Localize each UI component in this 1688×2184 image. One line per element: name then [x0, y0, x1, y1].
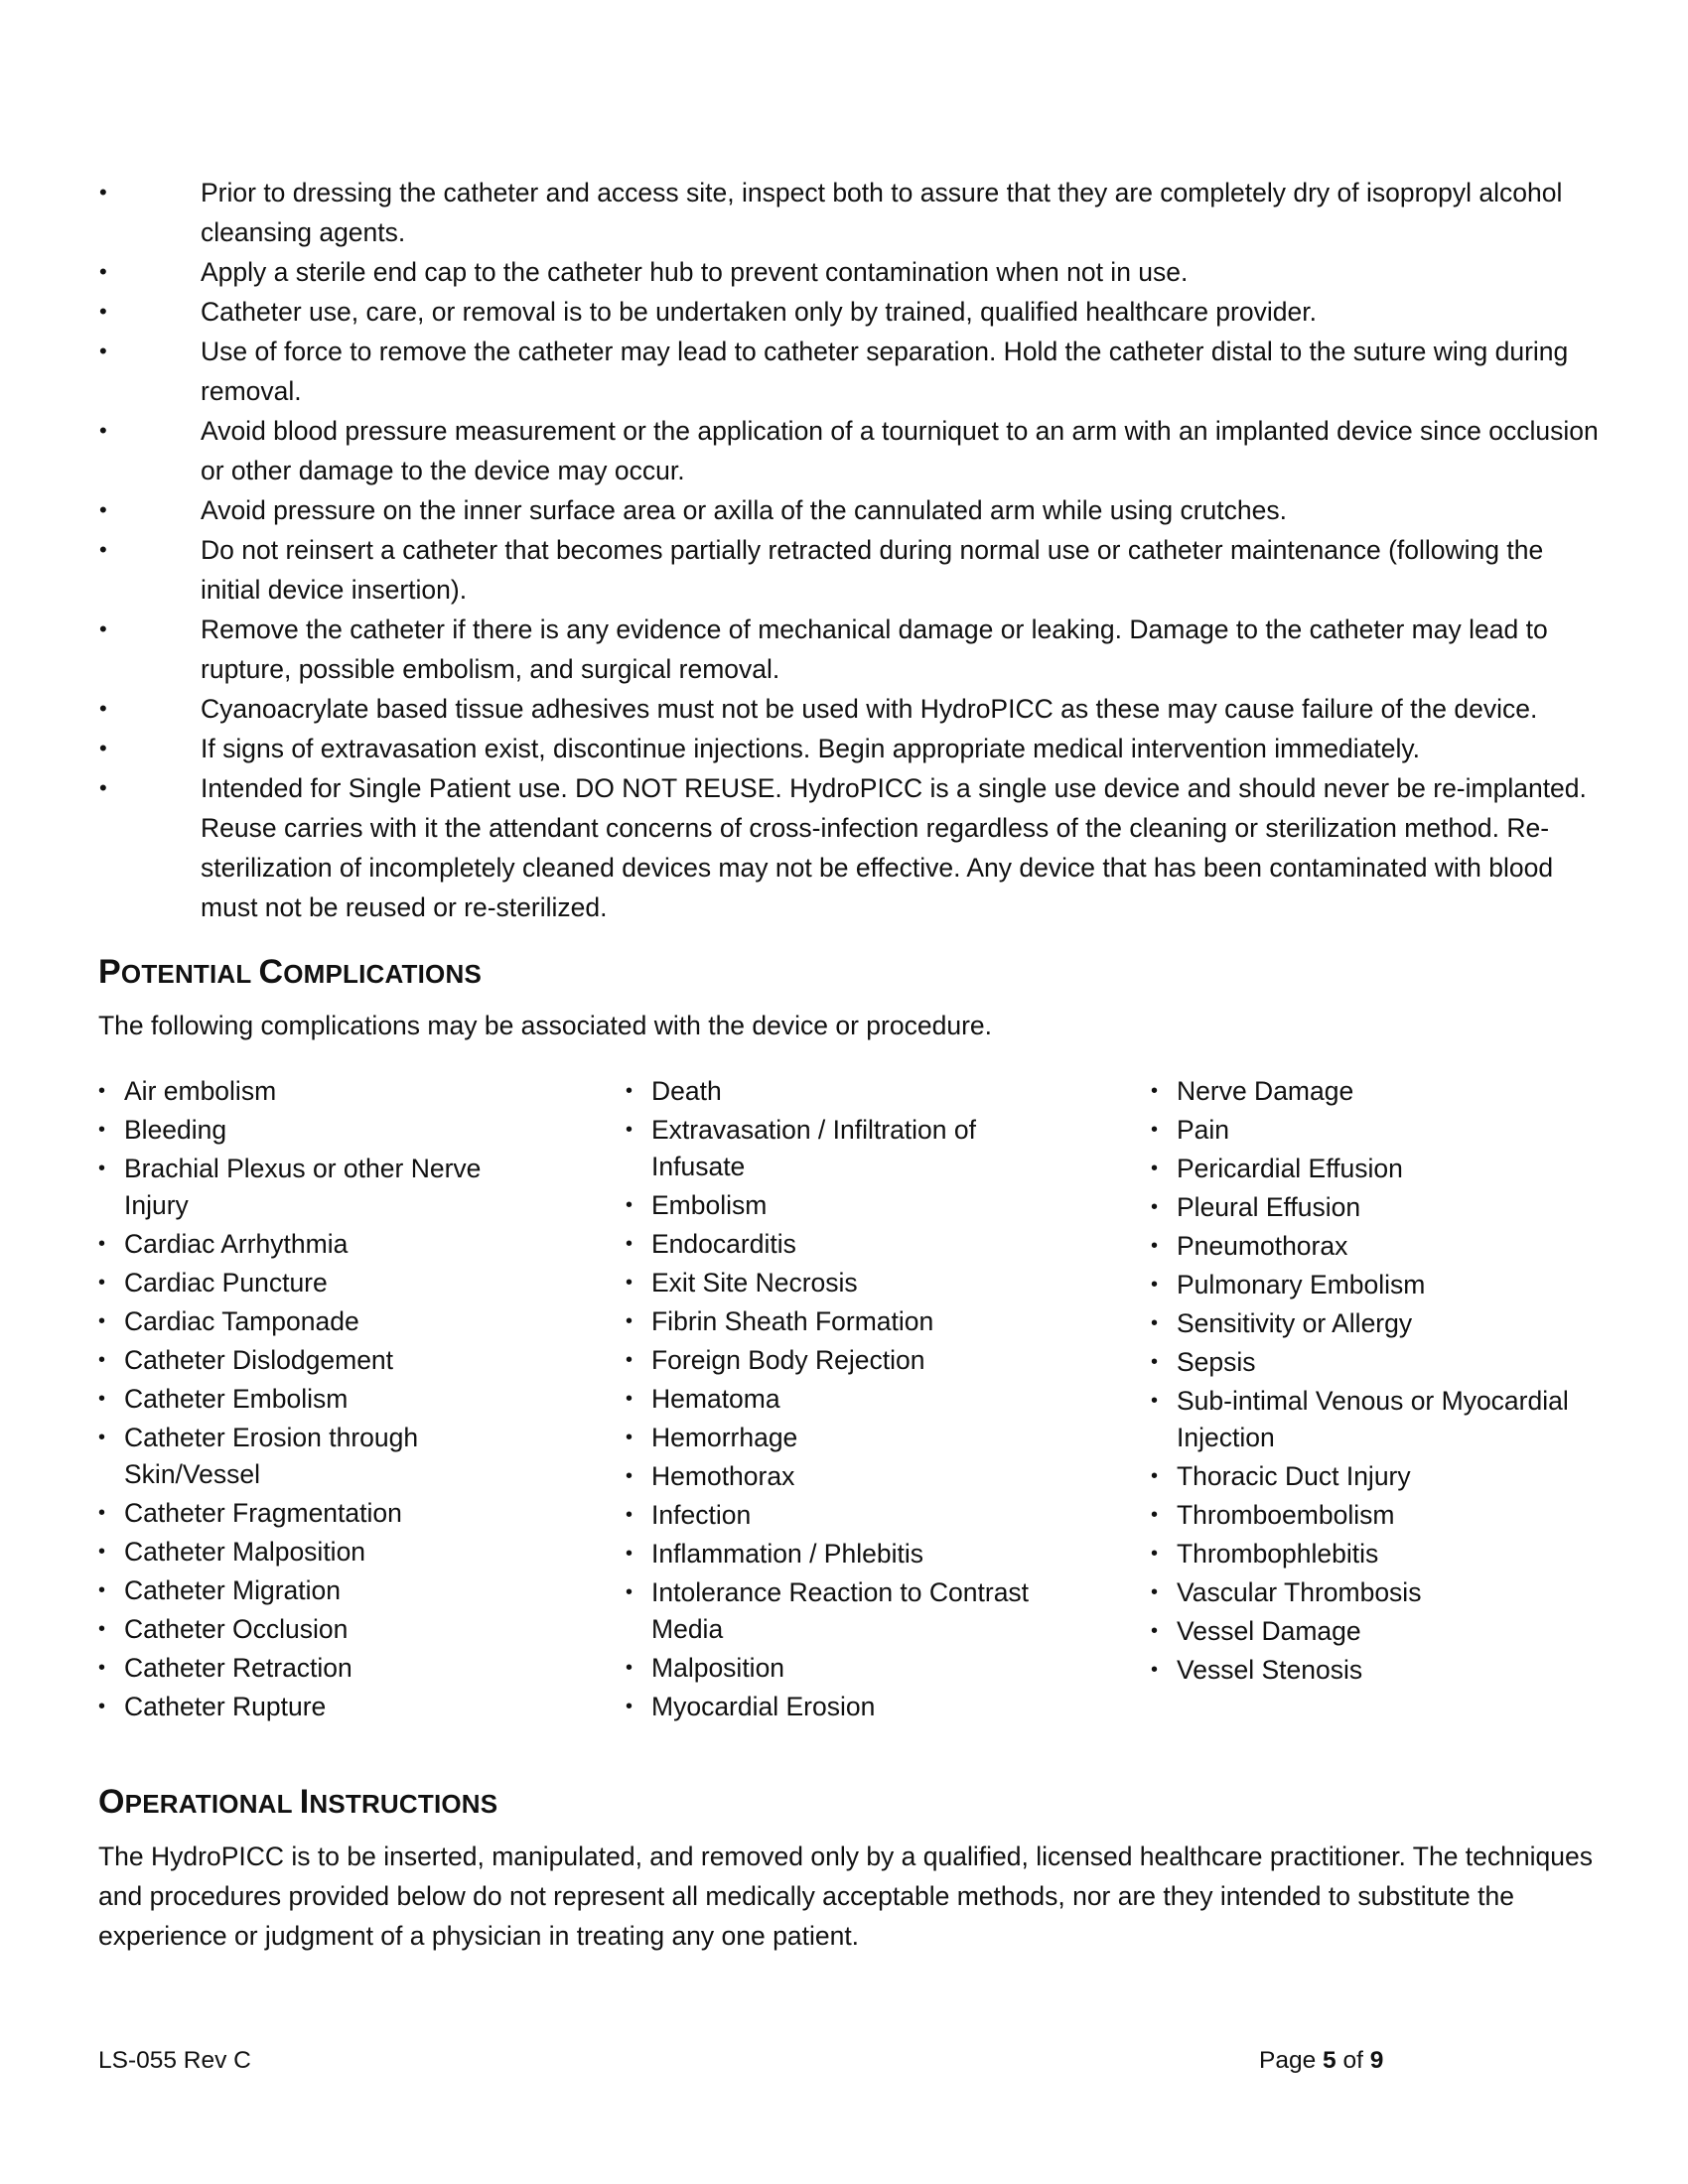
complication-item-text: Cardiac Tamponade: [124, 1306, 359, 1336]
complications-column-2: [626, 1073, 1062, 1727]
complication-item-text: Catheter Rupture: [124, 1692, 327, 1721]
bullet-glyph: •: [99, 180, 107, 205]
complication-item: [626, 1265, 1062, 1301]
complication-item-text: Catheter Migration: [124, 1575, 341, 1605]
complications-column-1: [98, 1073, 535, 1727]
complication-item-text: Pain: [1177, 1115, 1230, 1145]
bullet-glyph: •: [1151, 1274, 1159, 1296]
bullet-glyph: •: [1151, 1659, 1159, 1681]
bullet-glyph: •: [99, 616, 107, 641]
bullet-glyph: •: [98, 1080, 106, 1102]
bullet-glyph: •: [99, 339, 107, 363]
complication-item: [1151, 1458, 1588, 1495]
complication-item-text: Catheter Malposition: [124, 1537, 366, 1567]
operational-instructions-heading: [98, 1783, 497, 1822]
bullet-glyph: •: [98, 1427, 106, 1448]
bullet-glyph: •: [1151, 1196, 1159, 1218]
complication-item-text: Cardiac Puncture: [124, 1268, 328, 1297]
complication-item-text: Air embolism: [124, 1076, 277, 1106]
warning-item-text: If signs of extravasation exist, discontinue injections. Begin appropriate medical intervention immediately.: [201, 734, 1420, 763]
warning-item-text: Prior to dressing the catheter and access site, inspect both to assure that they are completely dry of isopropyl alcohol cleansing agents.: [201, 178, 1563, 247]
complication-item-text: Pulmonary Embolism: [1177, 1270, 1426, 1299]
bullet-glyph: •: [626, 1310, 633, 1332]
warning-item-text: Avoid pressure on the inner surface area or axilla of the cannulated arm while using crutches.: [201, 495, 1287, 525]
bullet-glyph: •: [1151, 1119, 1159, 1141]
complication-item: [626, 1650, 1062, 1687]
complication-item: [1151, 1613, 1588, 1650]
heading-rest: OTENTIAL: [120, 959, 259, 989]
page-total: 9: [1369, 2047, 1384, 2074]
complication-item: [98, 1073, 535, 1110]
complication-item-text: Sepsis: [1177, 1347, 1256, 1377]
complication-item: [626, 1073, 1062, 1110]
complication-item: [626, 1420, 1062, 1456]
complication-item-text: Intolerance Reaction to Contrast Media: [651, 1577, 1030, 1644]
bullet-glyph: •: [626, 1272, 633, 1294]
complication-item: [626, 1226, 1062, 1263]
bullet-glyph: •: [1151, 1312, 1159, 1334]
bullet-glyph: •: [626, 1388, 633, 1410]
complication-item: [98, 1226, 535, 1263]
complication-item-text: Embolism: [651, 1190, 768, 1220]
bullet-glyph: •: [1151, 1620, 1159, 1642]
page-current: 5: [1323, 2047, 1336, 2074]
complication-item-text: Bleeding: [124, 1115, 227, 1145]
complication-item-text: Fibrin Sheath Formation: [651, 1306, 934, 1336]
complication-item-text: Exit Site Necrosis: [651, 1268, 858, 1297]
warning-item: [97, 610, 1607, 689]
complication-item: [1151, 1151, 1588, 1187]
complication-item-text: Catheter Fragmentation: [124, 1498, 402, 1528]
bullet-glyph: •: [99, 259, 107, 284]
complication-item: [98, 1265, 535, 1301]
complication-item-text: Catheter Erosion through Skin/Vessel: [124, 1423, 419, 1489]
complication-item-text: Hematoma: [651, 1384, 780, 1414]
bullet-glyph: •: [626, 1194, 633, 1216]
bullet-glyph: •: [626, 1696, 633, 1717]
complication-item: [98, 1689, 535, 1725]
bullet-glyph: •: [98, 1657, 106, 1679]
complication-item-text: Foreign Body Rejection: [651, 1345, 925, 1375]
complication-item: [1151, 1536, 1588, 1572]
bullet-glyph: •: [1151, 1080, 1159, 1102]
complication-item: [98, 1151, 535, 1224]
complication-item-text: Pleural Effusion: [1177, 1192, 1361, 1222]
heading-rest: NSTRUCTIONS: [309, 1789, 498, 1819]
warning-item: [97, 490, 1607, 530]
complication-item: [626, 1574, 1062, 1648]
heading-rest: OMPLICATIONS: [283, 959, 483, 989]
bullet-glyph: •: [626, 1427, 633, 1448]
bullet-glyph: •: [1151, 1158, 1159, 1179]
complication-item-text: Myocardial Erosion: [651, 1692, 876, 1721]
heading-rest: PERATIONAL: [124, 1789, 300, 1819]
complication-item-text: Thrombophlebitis: [1177, 1539, 1379, 1569]
heading-cap: C: [258, 953, 284, 991]
complication-item: [1151, 1305, 1588, 1342]
complication-item-text: Catheter Occlusion: [124, 1614, 349, 1644]
warning-item: [97, 768, 1607, 927]
bullet-glyph: •: [99, 696, 107, 721]
warning-item-text: Remove the catheter if there is any evidence of mechanical damage or leaking. Damage to the catheter may lead to rupture, possible embolism, and surgical removal.: [201, 614, 1548, 684]
complication-item: [626, 1342, 1062, 1379]
complication-item: [626, 1458, 1062, 1495]
complication-item-text: Death: [651, 1076, 722, 1106]
warning-item: [97, 332, 1607, 411]
complication-item: [626, 1497, 1062, 1534]
bullet-glyph: •: [1151, 1504, 1159, 1526]
warning-item: [97, 729, 1607, 768]
bullet-glyph: •: [99, 497, 107, 522]
complication-item-text: Vascular Thrombosis: [1177, 1577, 1422, 1607]
warning-item-text: Cyanoacrylate based tissue adhesives must not be used with HydroPICC as these may cause failure of the device.: [201, 694, 1538, 724]
complication-item: [98, 1342, 535, 1379]
bullet-glyph: •: [1151, 1581, 1159, 1603]
complication-item-text: Catheter Retraction: [124, 1653, 352, 1683]
warning-item-text: Use of force to remove the catheter may lead to catheter separation. Hold the catheter distal to the suture wing during removal.: [201, 337, 1569, 406]
page-of-label: of: [1336, 2047, 1370, 2074]
complication-item: [626, 1303, 1062, 1340]
complications-column-3: [1151, 1073, 1588, 1691]
complication-item: [1151, 1267, 1588, 1303]
heading-cap: I: [299, 1783, 310, 1821]
bullet-glyph: •: [626, 1233, 633, 1255]
bullet-glyph: •: [99, 418, 107, 443]
complication-item-text: Endocarditis: [651, 1229, 796, 1259]
bullet-glyph: •: [98, 1388, 106, 1410]
bullet-glyph: •: [1151, 1543, 1159, 1565]
complication-item-text: Hemothorax: [651, 1461, 795, 1491]
complication-item-text: Nerve Damage: [1177, 1076, 1354, 1106]
complication-item-text: Pneumothorax: [1177, 1231, 1348, 1261]
bullet-glyph: •: [626, 1465, 633, 1487]
complication-item-text: Infection: [651, 1500, 752, 1530]
complication-item-text: Brachial Plexus or other Nerve Injury: [124, 1154, 482, 1220]
warning-item-text: Do not reinsert a catheter that becomes partially retracted during normal use or catheter maintenance (following the initial device insertion).: [201, 535, 1544, 605]
complication-item-text: Extravasation / Infiltration of Infusate: [651, 1115, 976, 1181]
complication-item: [1151, 1652, 1588, 1689]
complication-item-text: Inflammation / Phlebitis: [651, 1539, 923, 1569]
complication-item: [98, 1650, 535, 1687]
complication-item-text: Malposition: [651, 1653, 785, 1683]
bullet-glyph: •: [98, 1618, 106, 1640]
bullet-glyph: •: [626, 1581, 633, 1603]
complications-intro: The following complications may be associated with the device or procedure.: [98, 1011, 992, 1040]
warning-item: [97, 292, 1607, 332]
bullet-glyph: •: [98, 1579, 106, 1601]
bullet-glyph: •: [626, 1349, 633, 1371]
complication-item: [626, 1112, 1062, 1185]
complication-item-text: Vessel Damage: [1177, 1616, 1361, 1646]
potential-complications-heading: [98, 953, 482, 992]
complication-item: [626, 1381, 1062, 1418]
footer-page-number: [1259, 2047, 1383, 2075]
bullet-glyph: •: [1151, 1351, 1159, 1373]
bullet-glyph: •: [1151, 1390, 1159, 1412]
complication-item: [98, 1112, 535, 1149]
bullet-glyph: •: [98, 1158, 106, 1179]
warning-item-text: Catheter use, care, or removal is to be undertaken only by trained, qualified healthcare provider.: [201, 297, 1317, 327]
bullet-glyph: •: [626, 1657, 633, 1679]
complication-item-text: Sensitivity or Allergy: [1177, 1308, 1413, 1338]
complication-item-text: Pericardial Effusion: [1177, 1154, 1403, 1183]
warning-item: [97, 411, 1607, 490]
complication-item: [1151, 1574, 1588, 1611]
complication-item: [98, 1420, 535, 1493]
bullet-glyph: •: [98, 1541, 106, 1563]
complication-item: [1151, 1189, 1588, 1226]
complication-item: [1151, 1073, 1588, 1110]
complication-item-text: Thromboembolism: [1177, 1500, 1395, 1530]
heading-cap: O: [98, 1783, 125, 1821]
bullet-glyph: •: [98, 1696, 106, 1717]
bullet-glyph: •: [626, 1543, 633, 1565]
complication-item-text: Cardiac Arrhythmia: [124, 1229, 349, 1259]
bullet-glyph: •: [626, 1504, 633, 1526]
operational-instructions-body: The HydroPICC is to be inserted, manipulated, and removed only by a qualified, licensed healthcare practitioner. The techniques and procedures provided below do not represent all medically acceptable methods, nor are they intended to substitute the experience or judgment of a physician in treating any one patient.: [98, 1842, 1593, 1951]
complication-item: [626, 1689, 1062, 1725]
bullet-glyph: •: [98, 1119, 106, 1141]
bullet-glyph: •: [1151, 1465, 1159, 1487]
complication-item: [1151, 1344, 1588, 1381]
warning-item: [97, 173, 1607, 252]
complication-item-text: Vessel Stenosis: [1177, 1655, 1363, 1685]
complication-item: [1151, 1497, 1588, 1534]
complication-item-text: Sub-intimal Venous or Myocardial Injection: [1177, 1386, 1569, 1452]
bullet-glyph: •: [98, 1502, 106, 1524]
warning-item: [97, 530, 1607, 610]
warning-item: [97, 689, 1607, 729]
complication-item: [626, 1187, 1062, 1224]
complication-item: [98, 1534, 535, 1570]
bullet-glyph: •: [99, 775, 107, 800]
complication-item: [98, 1572, 535, 1609]
bullet-glyph: •: [99, 736, 107, 760]
bullet-glyph: •: [1151, 1235, 1159, 1257]
complication-item: [98, 1381, 535, 1418]
bullet-glyph: •: [626, 1119, 633, 1141]
footer-doc-id: LS-055 Rev C: [98, 2047, 251, 2074]
page-label: Page: [1259, 2047, 1324, 2074]
warning-item-text: Intended for Single Patient use. DO NOT REUSE. HydroPICC is a single use device and should never be re-implanted. Reuse carries with it the attendant concerns of cross-infection regardless of the cleaning or sterilization method. Re-sterilization of incompletely cleaned devices may not be effective. Any device that has been contaminated with blood must not be reused or re-sterilized.: [201, 773, 1587, 922]
complication-item: [626, 1536, 1062, 1572]
bullet-glyph: •: [99, 537, 107, 562]
warning-item: [97, 252, 1607, 292]
bullet-glyph: •: [99, 299, 107, 324]
bullet-glyph: •: [98, 1349, 106, 1371]
complication-item-text: Thoracic Duct Injury: [1177, 1461, 1411, 1491]
complication-item: [1151, 1228, 1588, 1265]
bullet-glyph: •: [98, 1233, 106, 1255]
complication-item: [1151, 1112, 1588, 1149]
bullet-glyph: •: [626, 1080, 633, 1102]
complication-item-text: Catheter Embolism: [124, 1384, 349, 1414]
complication-item: [1151, 1383, 1588, 1456]
complication-item: [98, 1303, 535, 1340]
complication-item-text: Hemorrhage: [651, 1423, 798, 1452]
warnings-list: [97, 173, 1607, 927]
complication-item: [98, 1495, 535, 1532]
warning-item-text: Avoid blood pressure measurement or the application of a tourniquet to an arm with an implanted device since occlusion or other damage to the device may occur.: [201, 416, 1599, 485]
complication-item: [98, 1611, 535, 1648]
warning-item-text: Apply a sterile end cap to the catheter hub to prevent contamination when not in use.: [201, 257, 1189, 287]
heading-cap: P: [98, 953, 121, 991]
bullet-glyph: •: [98, 1272, 106, 1294]
bullet-glyph: •: [98, 1310, 106, 1332]
complication-item-text: Catheter Dislodgement: [124, 1345, 394, 1375]
